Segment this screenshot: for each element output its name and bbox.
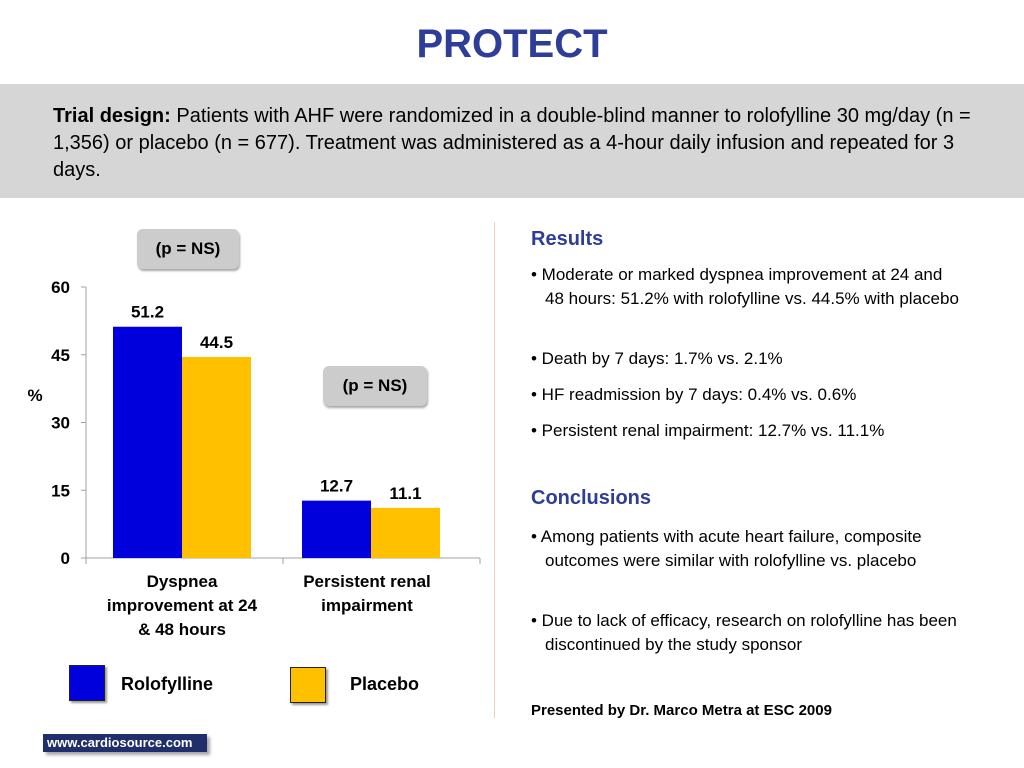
data-label: 51.2 bbox=[130, 302, 165, 322]
y-axis-label: % bbox=[27, 386, 43, 405]
data-label: 11.1 bbox=[389, 483, 422, 503]
x-category-label: & 48 hours bbox=[138, 620, 226, 639]
y-tick-label: 45 bbox=[51, 345, 70, 365]
results-bullet-4: • Persistent renal impairment: 12.7% vs. 11.1% bbox=[531, 421, 885, 440]
x-category-label: improvement at 24 bbox=[106, 596, 258, 615]
results-bullet-1: • Moderate or marked dyspnea improvement at 24 and 48 hours: 51.2% with rolofylline vs. 44.5% with placebo bbox=[531, 265, 959, 308]
page-title: PROTECT bbox=[416, 22, 608, 66]
y-tick-label: 30 bbox=[51, 413, 70, 433]
bar-placebo-1 bbox=[182, 357, 251, 558]
p-value-badge-dyspnea: (p = NS) bbox=[137, 229, 239, 269]
y-tick-label: 0 bbox=[60, 549, 70, 568]
legend-swatch-placebo bbox=[290, 667, 326, 703]
legend-label-rolofylline: Rolofylline bbox=[121, 674, 214, 694]
bar-rolofylline-1 bbox=[113, 327, 182, 558]
column-divider bbox=[494, 222, 495, 718]
trial-design-body: Patients with AHF were randomized in a double-blind manner to rolofylline 30 mg/day (n = 1,356) or placebo (n = 677). Treatment was administered as a 4-hour daily infusion and repeated for 3 days. bbox=[53, 105, 971, 181]
x-category-label: impairment bbox=[321, 596, 413, 615]
x-category-label: Persistent renal bbox=[303, 572, 431, 591]
legend-label-placebo: Placebo bbox=[350, 674, 420, 694]
bar-chart bbox=[0, 210, 494, 670]
p-value-badge-renal: (p = NS) bbox=[323, 366, 427, 406]
presented-by: Presented by Dr. Marco Metra at ESC 2009 bbox=[531, 702, 832, 719]
conclusions-heading: Conclusions bbox=[531, 487, 652, 509]
conclusions-bullet-2: • Due to lack of efficacy, research on rolofylline has been discontinued by the study sponsor bbox=[531, 611, 957, 654]
x-category-label: Dyspnea bbox=[146, 572, 218, 591]
data-label: 44.5 bbox=[199, 333, 234, 353]
results-bullet-3: • HF readmission by 7 days: 0.4% vs. 0.6% bbox=[531, 385, 857, 404]
data-label: 12.7 bbox=[319, 476, 354, 496]
y-tick-label: 15 bbox=[51, 481, 70, 501]
bar-rolofylline-2 bbox=[302, 501, 371, 558]
bar-placebo-2 bbox=[371, 508, 440, 558]
results-heading: Results bbox=[531, 228, 604, 250]
footer-url: www.cardiosource.com bbox=[43, 734, 207, 752]
y-tick-label: 60 bbox=[51, 278, 70, 297]
trial-design-text bbox=[53, 103, 983, 184]
legend-swatch-rolofylline bbox=[69, 665, 105, 701]
results-bullet-2: • Death by 7 days: 1.7% vs. 2.1% bbox=[531, 349, 783, 368]
trial-design-label: Trial design: bbox=[53, 105, 171, 127]
conclusions-bullet-1: • Among patients with acute heart failure, composite outcomes were similar with rolofylline vs. placebo bbox=[531, 527, 922, 570]
